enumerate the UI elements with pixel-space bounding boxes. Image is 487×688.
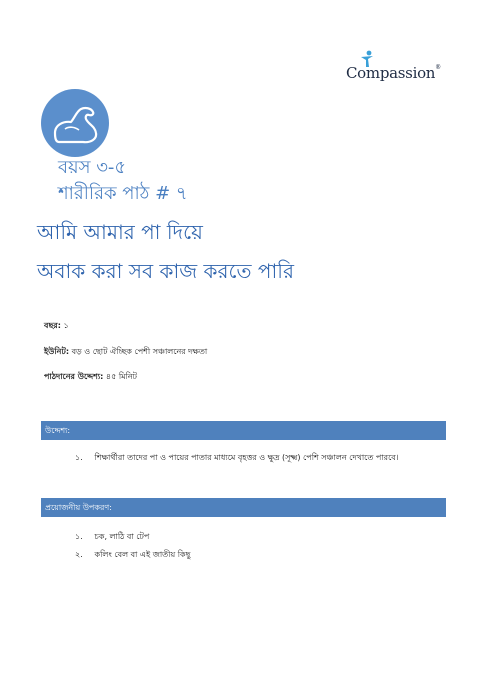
physical-lesson-badge: [41, 89, 109, 157]
material-item-text: চক, লাঠি বা টেপ: [94, 532, 150, 541]
material-item: [75, 531, 149, 544]
lesson-number: শারীরিক পাঠ # ৭: [58, 183, 188, 204]
material-item-text: কলিং বেল বা এই জাতীয় কিছু: [94, 550, 191, 559]
material-item: [75, 549, 190, 562]
materials-heading-bar: প্রয়োজনীয় উপকরণ:: [41, 498, 446, 517]
meta-unit: [44, 346, 207, 359]
meta-year-value: ১: [63, 321, 69, 330]
meta-year-label: বছর:: [44, 321, 61, 330]
meta-unit-value: বড় ও ছোট ঐচ্ছিক পেশী সঞ্চালনের দক্ষতা: [71, 347, 208, 356]
age-range: বয়স ৩-৫: [58, 157, 127, 178]
objective-item: [75, 452, 399, 465]
lesson-title-line-2: অবাক করা সব কাজ করতে পারি: [37, 259, 294, 283]
arm-muscle-icon: [41, 89, 109, 157]
material-item-number: ২.: [75, 550, 83, 559]
meta-duration-label: পাঠদানের উদ্দেশ্য:: [44, 372, 104, 381]
meta-duration-value: ৪৫ মিনিট: [105, 372, 137, 381]
meta-year: [44, 320, 69, 333]
meta-duration: [44, 371, 137, 384]
objective-item-text: শিক্ষার্থীরা তাদের পা ও পায়ের পাতার মাধ্যমে বৃহত্তর ও ক্ষুদ্র (সূক্ষ্ম) পেশি সঞ্চালন দেখাতে পারবে।: [94, 453, 399, 462]
material-item-number: ১.: [75, 532, 83, 541]
compassion-logo: [346, 50, 446, 90]
objective-item-number: ১.: [75, 453, 83, 462]
meta-unit-label: ইউনিট:: [44, 347, 70, 356]
compassion-logo-text: Compassion®: [346, 64, 441, 82]
lesson-title-line-1: আমি আমার পা দিয়ে: [37, 220, 203, 244]
objectives-heading-bar: উদ্দেশ্য:: [41, 421, 446, 440]
